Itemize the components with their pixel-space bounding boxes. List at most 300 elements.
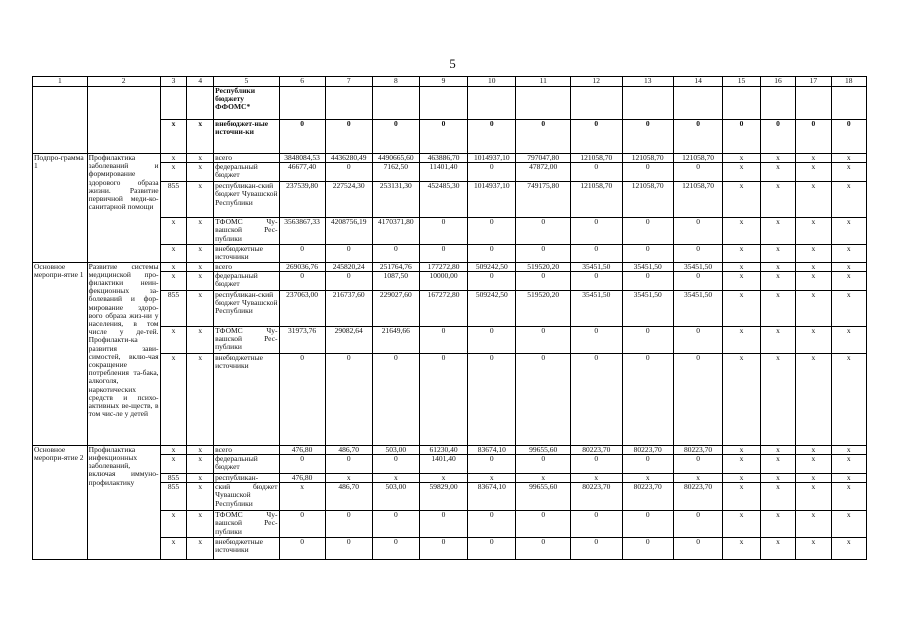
value-cell: 0	[325, 163, 372, 182]
value-cell: x	[723, 455, 761, 474]
column-number-cell: 12	[571, 77, 622, 87]
value-cell: 121058,70	[673, 182, 722, 218]
code-cell: x	[160, 262, 187, 271]
value-cell: 80223,70	[571, 483, 622, 511]
value-cell: x	[723, 538, 761, 560]
empty-cell	[571, 87, 622, 120]
value-cell: 0	[622, 163, 673, 182]
value-cell: 0	[468, 326, 516, 353]
value-cell: 245820,24	[325, 262, 372, 271]
value-cell: x	[571, 474, 622, 483]
value-cell: 0	[622, 218, 673, 245]
code-cell: x	[187, 538, 214, 560]
value-cell: 0	[516, 218, 571, 245]
value-cell: 121058,70	[571, 182, 622, 218]
column-number-cell: 13	[622, 77, 673, 87]
value-cell: 452485,30	[419, 182, 467, 218]
value-cell: 83674,10	[468, 445, 516, 454]
value-cell: 0	[325, 245, 372, 262]
value-cell: x	[831, 245, 866, 262]
value-cell: 0	[571, 353, 622, 445]
value-cell: x	[796, 511, 831, 538]
value-cell: x	[723, 245, 761, 262]
value-cell: 0	[279, 271, 325, 290]
value-cell: 0	[325, 271, 372, 290]
code-cell: x	[187, 445, 214, 454]
value-cell: x	[796, 218, 831, 245]
value-cell: 251764,76	[372, 262, 419, 271]
column-number-cell: 1	[33, 77, 88, 87]
value-cell: 99655,60	[516, 445, 571, 454]
value-cell: x	[796, 538, 831, 560]
source-cell: ТФОМС Чу-вашской Рес-публики	[214, 511, 279, 538]
value-cell: x	[723, 445, 761, 454]
column-number-cell: 8	[372, 77, 419, 87]
code-cell: x	[187, 353, 214, 445]
value-cell: 229027,60	[372, 290, 419, 326]
value-cell: 0	[419, 120, 467, 154]
table-row	[33, 154, 867, 163]
value-cell: 1014937,10	[468, 154, 516, 163]
code-cell: x	[160, 353, 187, 445]
value-cell: x	[796, 455, 831, 474]
value-cell: x	[831, 511, 866, 538]
value-cell: 121058,70	[571, 154, 622, 163]
value-cell: 4436280,49	[325, 154, 372, 163]
value-cell: 0	[372, 455, 419, 474]
value-cell: 35451,50	[622, 262, 673, 271]
source-cell: федеральный бюджет	[214, 271, 279, 290]
value-cell: x	[760, 353, 795, 445]
value-cell: x	[796, 474, 831, 483]
value-cell: 0	[468, 218, 516, 245]
program-description-cell: Развитие системы медицинской про-филактики неин-фекционных за-болеваний и фор-мирование здоро-вого образа жиз-ни у населения, в том числе у де-тей. Профилакти-ка развития зави-симостей, вклю-чая сокращение потребления та-бака, алкоголя, наркотических средств и психо-активных ве-ществ, в том чис-ле у детей	[87, 262, 160, 445]
value-cell: 0	[419, 245, 467, 262]
value-cell: 0	[831, 120, 866, 154]
value-cell: 0	[279, 353, 325, 445]
value-cell: x	[723, 262, 761, 271]
value-cell: 0	[673, 163, 722, 182]
value-cell: 4208756,19	[325, 218, 372, 245]
empty-cell	[831, 87, 866, 120]
value-cell: 0	[571, 271, 622, 290]
value-cell: 35451,50	[571, 290, 622, 326]
table-row	[33, 445, 867, 454]
value-cell: x	[760, 154, 795, 163]
code-cell: x	[160, 511, 187, 538]
value-cell: 0	[571, 538, 622, 560]
value-cell: 463886,70	[419, 154, 467, 163]
code-cell: 855	[160, 290, 187, 326]
value-cell: 0	[571, 455, 622, 474]
value-cell: 216737,60	[325, 290, 372, 326]
value-cell: x	[760, 538, 795, 560]
source-cell: внебюджет-ные источни-ки	[214, 120, 279, 154]
value-cell: 0	[279, 120, 325, 154]
value-cell: 177272,80	[419, 262, 467, 271]
value-cell: 35451,50	[622, 290, 673, 326]
empty-cell	[87, 87, 160, 154]
value-cell: 0	[622, 245, 673, 262]
value-cell: 11401,40	[419, 163, 467, 182]
value-cell: 0	[325, 538, 372, 560]
code-cell: x	[160, 163, 187, 182]
empty-cell	[760, 87, 795, 120]
value-cell: x	[831, 182, 866, 218]
code-cell: x	[187, 120, 214, 154]
column-number-cell: 4	[187, 77, 214, 87]
value-cell: 0	[516, 120, 571, 154]
code-cell: x	[160, 538, 187, 560]
empty-cell	[622, 87, 673, 120]
code-cell: 855	[160, 483, 187, 511]
value-cell: 0	[571, 326, 622, 353]
value-cell: 0	[419, 326, 467, 353]
source-cell: ТФОМС Чу-вашской Рес-публики	[214, 326, 279, 353]
value-cell: 7162,50	[372, 163, 419, 182]
program-name-cell: Подпро-грамма 1	[33, 154, 88, 263]
value-cell: 0	[571, 218, 622, 245]
value-cell: 0	[516, 538, 571, 560]
code-cell: x	[187, 245, 214, 262]
value-cell: 0	[325, 353, 372, 445]
source-cell: всего	[214, 154, 279, 163]
value-cell: 503,00	[372, 483, 419, 511]
value-cell: x	[796, 163, 831, 182]
value-cell: 503,00	[372, 445, 419, 454]
column-number-cell: 15	[723, 77, 761, 87]
value-cell: x	[723, 218, 761, 245]
value-cell: 0	[571, 511, 622, 538]
value-cell: 0	[622, 271, 673, 290]
value-cell: 80223,70	[622, 445, 673, 454]
value-cell: x	[796, 271, 831, 290]
value-cell: 476,80	[279, 474, 325, 483]
source-cell: Республики бюджету ФФОМС*	[214, 87, 279, 120]
value-cell: 509242,50	[468, 290, 516, 326]
value-cell: x	[723, 271, 761, 290]
code-cell: x	[187, 262, 214, 271]
program-name-cell: Основное меропри-ятие 1	[33, 262, 88, 445]
column-number-cell: 6	[279, 77, 325, 87]
empty-cell	[187, 87, 214, 120]
code-cell: x	[160, 271, 187, 290]
value-cell: x	[279, 483, 325, 511]
value-cell: 167272,80	[419, 290, 467, 326]
source-cell: внебюджетные источники	[214, 538, 279, 560]
value-cell: 0	[516, 455, 571, 474]
value-cell: 0	[372, 120, 419, 154]
value-cell: 1087,50	[372, 271, 419, 290]
value-cell: 486,70	[325, 445, 372, 454]
value-cell: 269036,76	[279, 262, 325, 271]
value-cell: 0	[468, 271, 516, 290]
budget-table	[32, 76, 867, 560]
value-cell: 0	[673, 326, 722, 353]
value-cell: 519520,20	[516, 262, 571, 271]
value-cell: 0	[673, 455, 722, 474]
value-cell: 80223,70	[673, 483, 722, 511]
value-cell: 0	[372, 538, 419, 560]
code-cell: x	[187, 326, 214, 353]
value-cell: x	[831, 483, 866, 511]
value-cell: x	[723, 483, 761, 511]
value-cell: x	[760, 455, 795, 474]
code-cell: x	[160, 326, 187, 353]
source-cell: республикан-ский бюджет Чувашской Республики	[214, 182, 279, 218]
value-cell: x	[760, 271, 795, 290]
value-cell: 0	[796, 120, 831, 154]
value-cell: 83674,10	[468, 483, 516, 511]
value-cell: 0	[468, 538, 516, 560]
value-cell: x	[796, 326, 831, 353]
empty-cell	[372, 87, 419, 120]
empty-cell	[673, 87, 722, 120]
column-number-cell: 9	[419, 77, 467, 87]
value-cell: 0	[468, 511, 516, 538]
table-row	[33, 262, 867, 271]
empty-cell	[325, 87, 372, 120]
table-body	[33, 77, 867, 560]
value-cell: x	[468, 474, 516, 483]
value-cell: x	[723, 182, 761, 218]
value-cell: x	[723, 474, 761, 483]
value-cell: x	[760, 483, 795, 511]
empty-cell	[468, 87, 516, 120]
value-cell: 0	[419, 218, 467, 245]
value-cell: 237539,80	[279, 182, 325, 218]
value-cell: x	[516, 474, 571, 483]
value-cell: x	[796, 154, 831, 163]
value-cell: 0	[419, 538, 467, 560]
value-cell: x	[831, 326, 866, 353]
value-cell: 0	[571, 120, 622, 154]
value-cell: 0	[622, 455, 673, 474]
page-number: 5	[449, 56, 456, 71]
value-cell: 0	[516, 245, 571, 262]
value-cell: x	[831, 218, 866, 245]
value-cell: 35451,50	[673, 290, 722, 326]
value-cell: x	[831, 154, 866, 163]
column-number-cell: 16	[760, 77, 795, 87]
value-cell: x	[831, 474, 866, 483]
value-cell: x	[831, 445, 866, 454]
value-cell: x	[622, 474, 673, 483]
code-cell: x	[160, 245, 187, 262]
empty-cell	[796, 87, 831, 120]
column-number-cell: 10	[468, 77, 516, 87]
value-cell: 0	[279, 538, 325, 560]
value-cell: 0	[325, 511, 372, 538]
value-cell: 0	[571, 163, 622, 182]
value-cell: x	[419, 474, 467, 483]
value-cell: 1014937,10	[468, 182, 516, 218]
value-cell: 3848084,53	[279, 154, 325, 163]
value-cell: x	[760, 445, 795, 454]
value-cell: 227524,30	[325, 182, 372, 218]
value-cell: 46677,40	[279, 163, 325, 182]
value-cell: x	[831, 271, 866, 290]
value-cell: 253131,30	[372, 182, 419, 218]
program-description-cell: Профилактика инфекционных заболеваний, включая иммуно-профилактику	[87, 445, 160, 559]
empty-cell	[160, 87, 187, 120]
value-cell: 0	[516, 353, 571, 445]
value-cell: x	[723, 154, 761, 163]
value-cell: x	[831, 262, 866, 271]
value-cell: 519520,20	[516, 290, 571, 326]
column-number-row	[33, 77, 867, 87]
value-cell: 797047,80	[516, 154, 571, 163]
value-cell: 0	[279, 511, 325, 538]
value-cell: 0	[673, 120, 722, 154]
value-cell: 0	[468, 455, 516, 474]
code-cell: x	[160, 120, 187, 154]
value-cell: x	[796, 262, 831, 271]
value-cell: 0	[673, 353, 722, 445]
value-cell: 509242,50	[468, 262, 516, 271]
value-cell: 0	[372, 511, 419, 538]
value-cell: x	[760, 182, 795, 218]
value-cell: 21649,66	[372, 326, 419, 353]
empty-cell	[279, 87, 325, 120]
value-cell: 47872,00	[516, 163, 571, 182]
value-cell: x	[760, 245, 795, 262]
value-cell: x	[831, 353, 866, 445]
value-cell: x	[760, 511, 795, 538]
value-cell: 0	[468, 163, 516, 182]
code-cell: x	[187, 455, 214, 474]
value-cell: 0	[760, 120, 795, 154]
value-cell: 35451,50	[571, 262, 622, 271]
value-cell: 0	[673, 245, 722, 262]
value-cell: 121058,70	[622, 182, 673, 218]
code-cell: x	[160, 154, 187, 163]
value-cell: 0	[622, 538, 673, 560]
value-cell: 0	[622, 353, 673, 445]
value-cell: 0	[279, 245, 325, 262]
column-number-cell: 17	[796, 77, 831, 87]
value-cell: 0	[279, 455, 325, 474]
value-cell: x	[760, 262, 795, 271]
value-cell: 0	[372, 353, 419, 445]
code-cell: x	[187, 290, 214, 326]
source-cell: федеральный бюджет	[214, 455, 279, 474]
value-cell: 0	[622, 326, 673, 353]
source-cell: всего	[214, 445, 279, 454]
code-cell: x	[160, 455, 187, 474]
code-cell: x	[187, 483, 214, 511]
source-cell: всего	[214, 262, 279, 271]
value-cell: 0	[673, 271, 722, 290]
value-cell: x	[760, 218, 795, 245]
empty-cell	[516, 87, 571, 120]
value-cell: x	[723, 511, 761, 538]
value-cell: x	[796, 445, 831, 454]
value-cell: 1401,40	[419, 455, 467, 474]
value-cell: 31973,76	[279, 326, 325, 353]
empty-cell	[419, 87, 467, 120]
value-cell: 4490665,60	[372, 154, 419, 163]
code-cell: x	[187, 218, 214, 245]
value-cell: x	[760, 326, 795, 353]
value-cell: 0	[673, 218, 722, 245]
value-cell: x	[831, 163, 866, 182]
value-cell: x	[796, 353, 831, 445]
code-cell: x	[187, 154, 214, 163]
value-cell: 10000,00	[419, 271, 467, 290]
value-cell: x	[796, 245, 831, 262]
value-cell: 3563867,33	[279, 218, 325, 245]
value-cell: 29082,64	[325, 326, 372, 353]
column-number-cell: 18	[831, 77, 866, 87]
value-cell: 0	[622, 120, 673, 154]
source-cell: ТФОМС Чу-вашской Рес-публики	[214, 218, 279, 245]
column-number-cell: 2	[87, 77, 160, 87]
value-cell: 486,70	[325, 483, 372, 511]
source-cell: внебюджетные источники	[214, 353, 279, 445]
value-cell: x	[325, 474, 372, 483]
code-cell: x	[187, 271, 214, 290]
source-cell: республикан-ский бюджет Чувашской Республики	[214, 290, 279, 326]
program-name-cell: Основное меропри-ятие 2	[33, 445, 88, 559]
value-cell: 0	[468, 353, 516, 445]
source-cell: федеральный бюджет	[214, 163, 279, 182]
code-cell: x	[187, 474, 214, 483]
value-cell: 237063,00	[279, 290, 325, 326]
value-cell: 35451,50	[673, 262, 722, 271]
column-number-cell: 7	[325, 77, 372, 87]
code-cell: x	[187, 163, 214, 182]
column-number-cell: 11	[516, 77, 571, 87]
value-cell: 61230,40	[419, 445, 467, 454]
table-row	[33, 87, 867, 120]
value-cell: 0	[419, 511, 467, 538]
column-number-cell: 14	[673, 77, 722, 87]
value-cell: 80223,70	[571, 445, 622, 454]
code-cell: x	[160, 445, 187, 454]
value-cell: 0	[325, 120, 372, 154]
value-cell: 80223,70	[622, 483, 673, 511]
code-cell: 855	[160, 182, 187, 218]
source-cell: республикан-	[214, 474, 279, 483]
value-cell: x	[372, 474, 419, 483]
value-cell: 0	[622, 511, 673, 538]
value-cell: 476,80	[279, 445, 325, 454]
value-cell: 0	[571, 245, 622, 262]
column-number-cell: 5	[214, 77, 279, 87]
empty-cell	[723, 87, 761, 120]
value-cell: 0	[673, 538, 722, 560]
value-cell: x	[723, 290, 761, 326]
empty-cell	[33, 87, 88, 154]
value-cell: x	[831, 290, 866, 326]
code-cell: x	[160, 218, 187, 245]
value-cell: x	[723, 163, 761, 182]
value-cell: x	[760, 474, 795, 483]
value-cell: 0	[723, 120, 761, 154]
column-number-cell: 3	[160, 77, 187, 87]
value-cell: x	[723, 353, 761, 445]
value-cell: 0	[325, 455, 372, 474]
value-cell: 4170371,80	[372, 218, 419, 245]
code-cell: x	[187, 511, 214, 538]
value-cell: x	[831, 538, 866, 560]
value-cell: 0	[419, 353, 467, 445]
value-cell: 80223,70	[673, 445, 722, 454]
value-cell: 0	[468, 120, 516, 154]
value-cell: x	[760, 290, 795, 326]
source-cell: ский бюджет Чувашской Республики	[214, 483, 279, 511]
